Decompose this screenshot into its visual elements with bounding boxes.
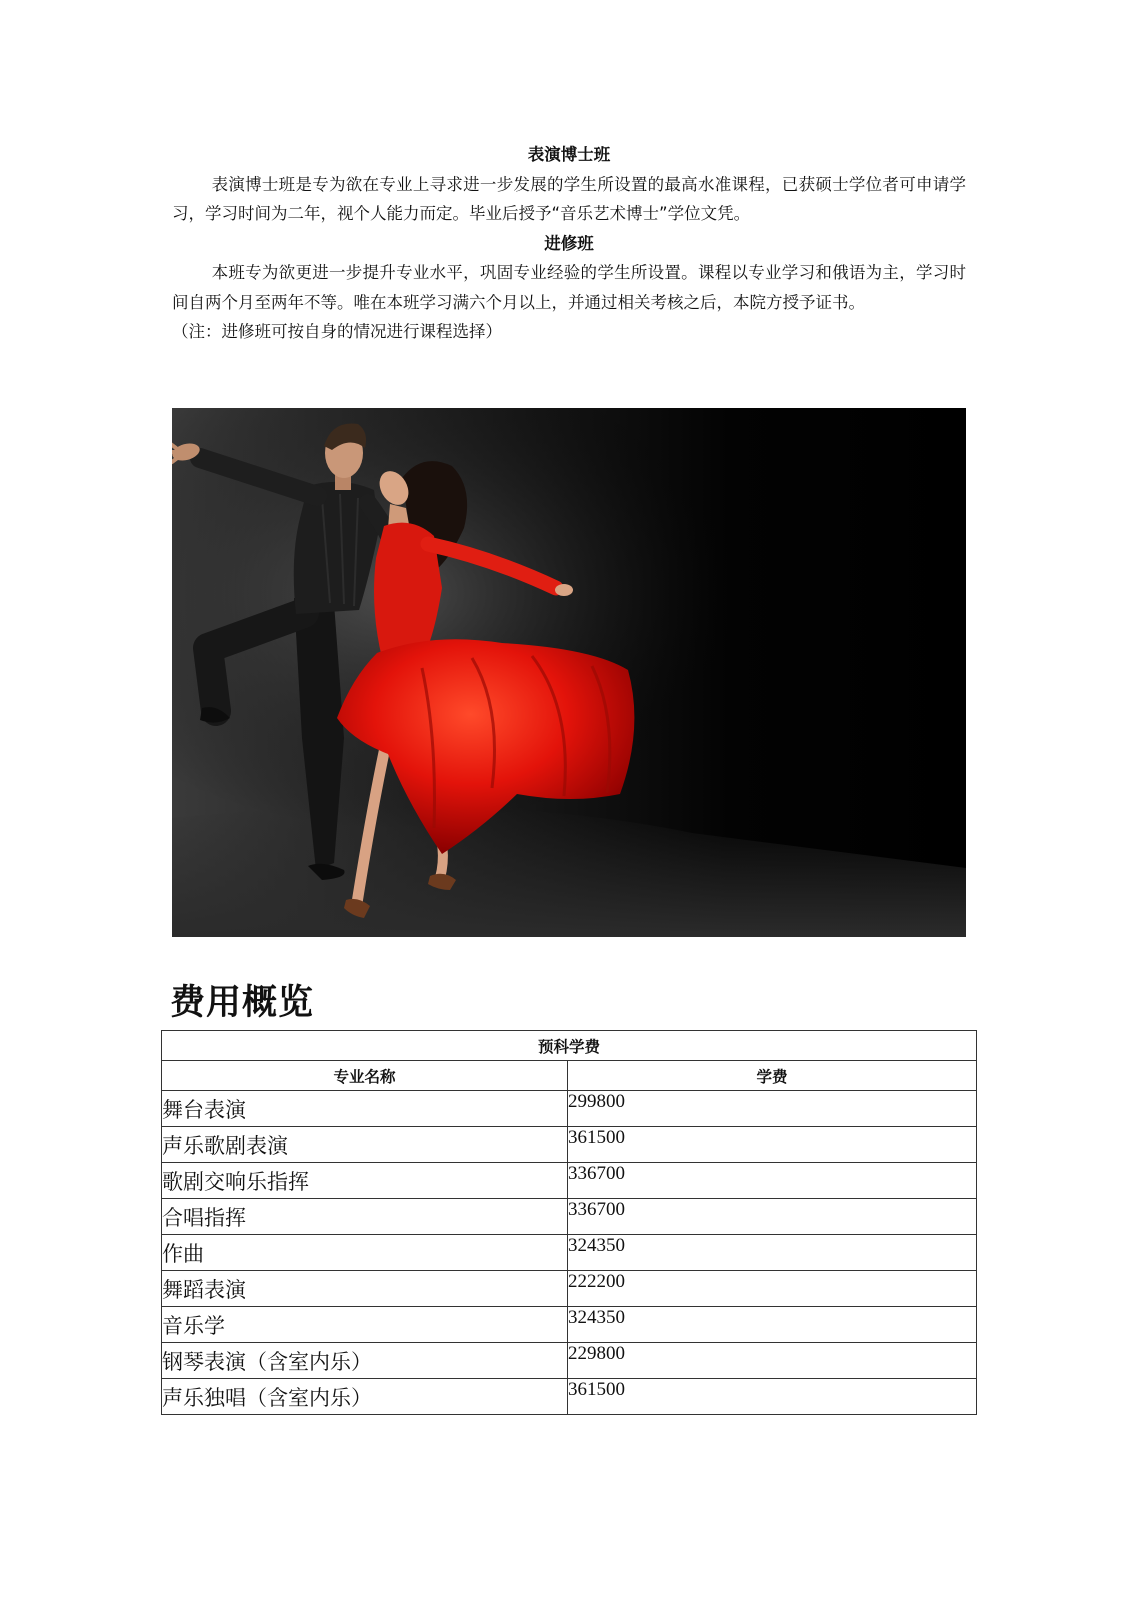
- fee-table-header-row: [162, 1061, 977, 1091]
- major-name-cell: 音乐学: [162, 1307, 568, 1343]
- table-row: [162, 1091, 977, 1127]
- table-row: [162, 1307, 977, 1343]
- table-row: [162, 1235, 977, 1271]
- major-name-cell: 合唱指挥: [162, 1199, 568, 1235]
- fee-cell: 336700: [568, 1163, 977, 1199]
- table-row: [162, 1271, 977, 1307]
- fee-cell: 229800: [568, 1343, 977, 1379]
- note-text: （注：进修班可按自身的情况进行课程选择）: [172, 322, 502, 341]
- table-row: [162, 1379, 977, 1415]
- major-name-cell: 声乐歌剧表演: [162, 1127, 568, 1163]
- fee-table-caption: 预科学费: [162, 1031, 977, 1061]
- major-name-cell: 声乐独唱（含室内乐）: [162, 1379, 568, 1415]
- fee-table-caption-row: [162, 1031, 977, 1061]
- fee-cell: 361500: [568, 1379, 977, 1415]
- dancers-photo: [172, 408, 966, 937]
- intro-text-block: [172, 140, 966, 347]
- fee-cell: 336700: [568, 1199, 977, 1235]
- fee-cell: 222200: [568, 1271, 977, 1307]
- section-heading-doctoral: 表演博士班: [527, 145, 611, 164]
- fee-cell: 361500: [568, 1127, 977, 1163]
- table-row: [162, 1343, 977, 1379]
- major-name-cell: 舞蹈表演: [162, 1271, 568, 1307]
- section-heading-advanced: 进修班: [544, 233, 594, 253]
- fee-cell: 299800: [568, 1091, 977, 1127]
- section-body-doctoral: 表演博士班是专为欲在专业上寻求进一步发展的学生所设置的最高水准课程，已获硕士学位者可申请学习，学习时间为二年，视个人能力而定。毕业后授予“音乐艺术博士”学位文凭。: [172, 174, 966, 223]
- fee-table: [161, 1030, 977, 1415]
- table-row: [162, 1127, 977, 1163]
- section-body-advanced: 本班专为欲更进一步提升专业水平，巩固专业经验的学生所设置。课程以专业学习和俄语为主，学习时间自两个月至两年不等。唯在本班学习满六个月以上，并通过相关考核之后，本院方授予证书。: [172, 263, 966, 312]
- table-row: [162, 1163, 977, 1199]
- table-row: [162, 1199, 977, 1235]
- column-header-fee: 学费: [568, 1061, 977, 1091]
- major-name-cell: 作曲: [162, 1235, 568, 1271]
- column-header-major: 专业名称: [162, 1061, 568, 1091]
- fee-cell: 324350: [568, 1235, 977, 1271]
- fee-cell: 324350: [568, 1307, 977, 1343]
- major-name-cell: 歌剧交响乐指挥: [162, 1163, 568, 1199]
- major-name-cell: 舞台表演: [162, 1091, 568, 1127]
- fee-overview-title: 费用概览: [170, 983, 315, 1023]
- major-name-cell: 钢琴表演（含室内乐）: [162, 1343, 568, 1379]
